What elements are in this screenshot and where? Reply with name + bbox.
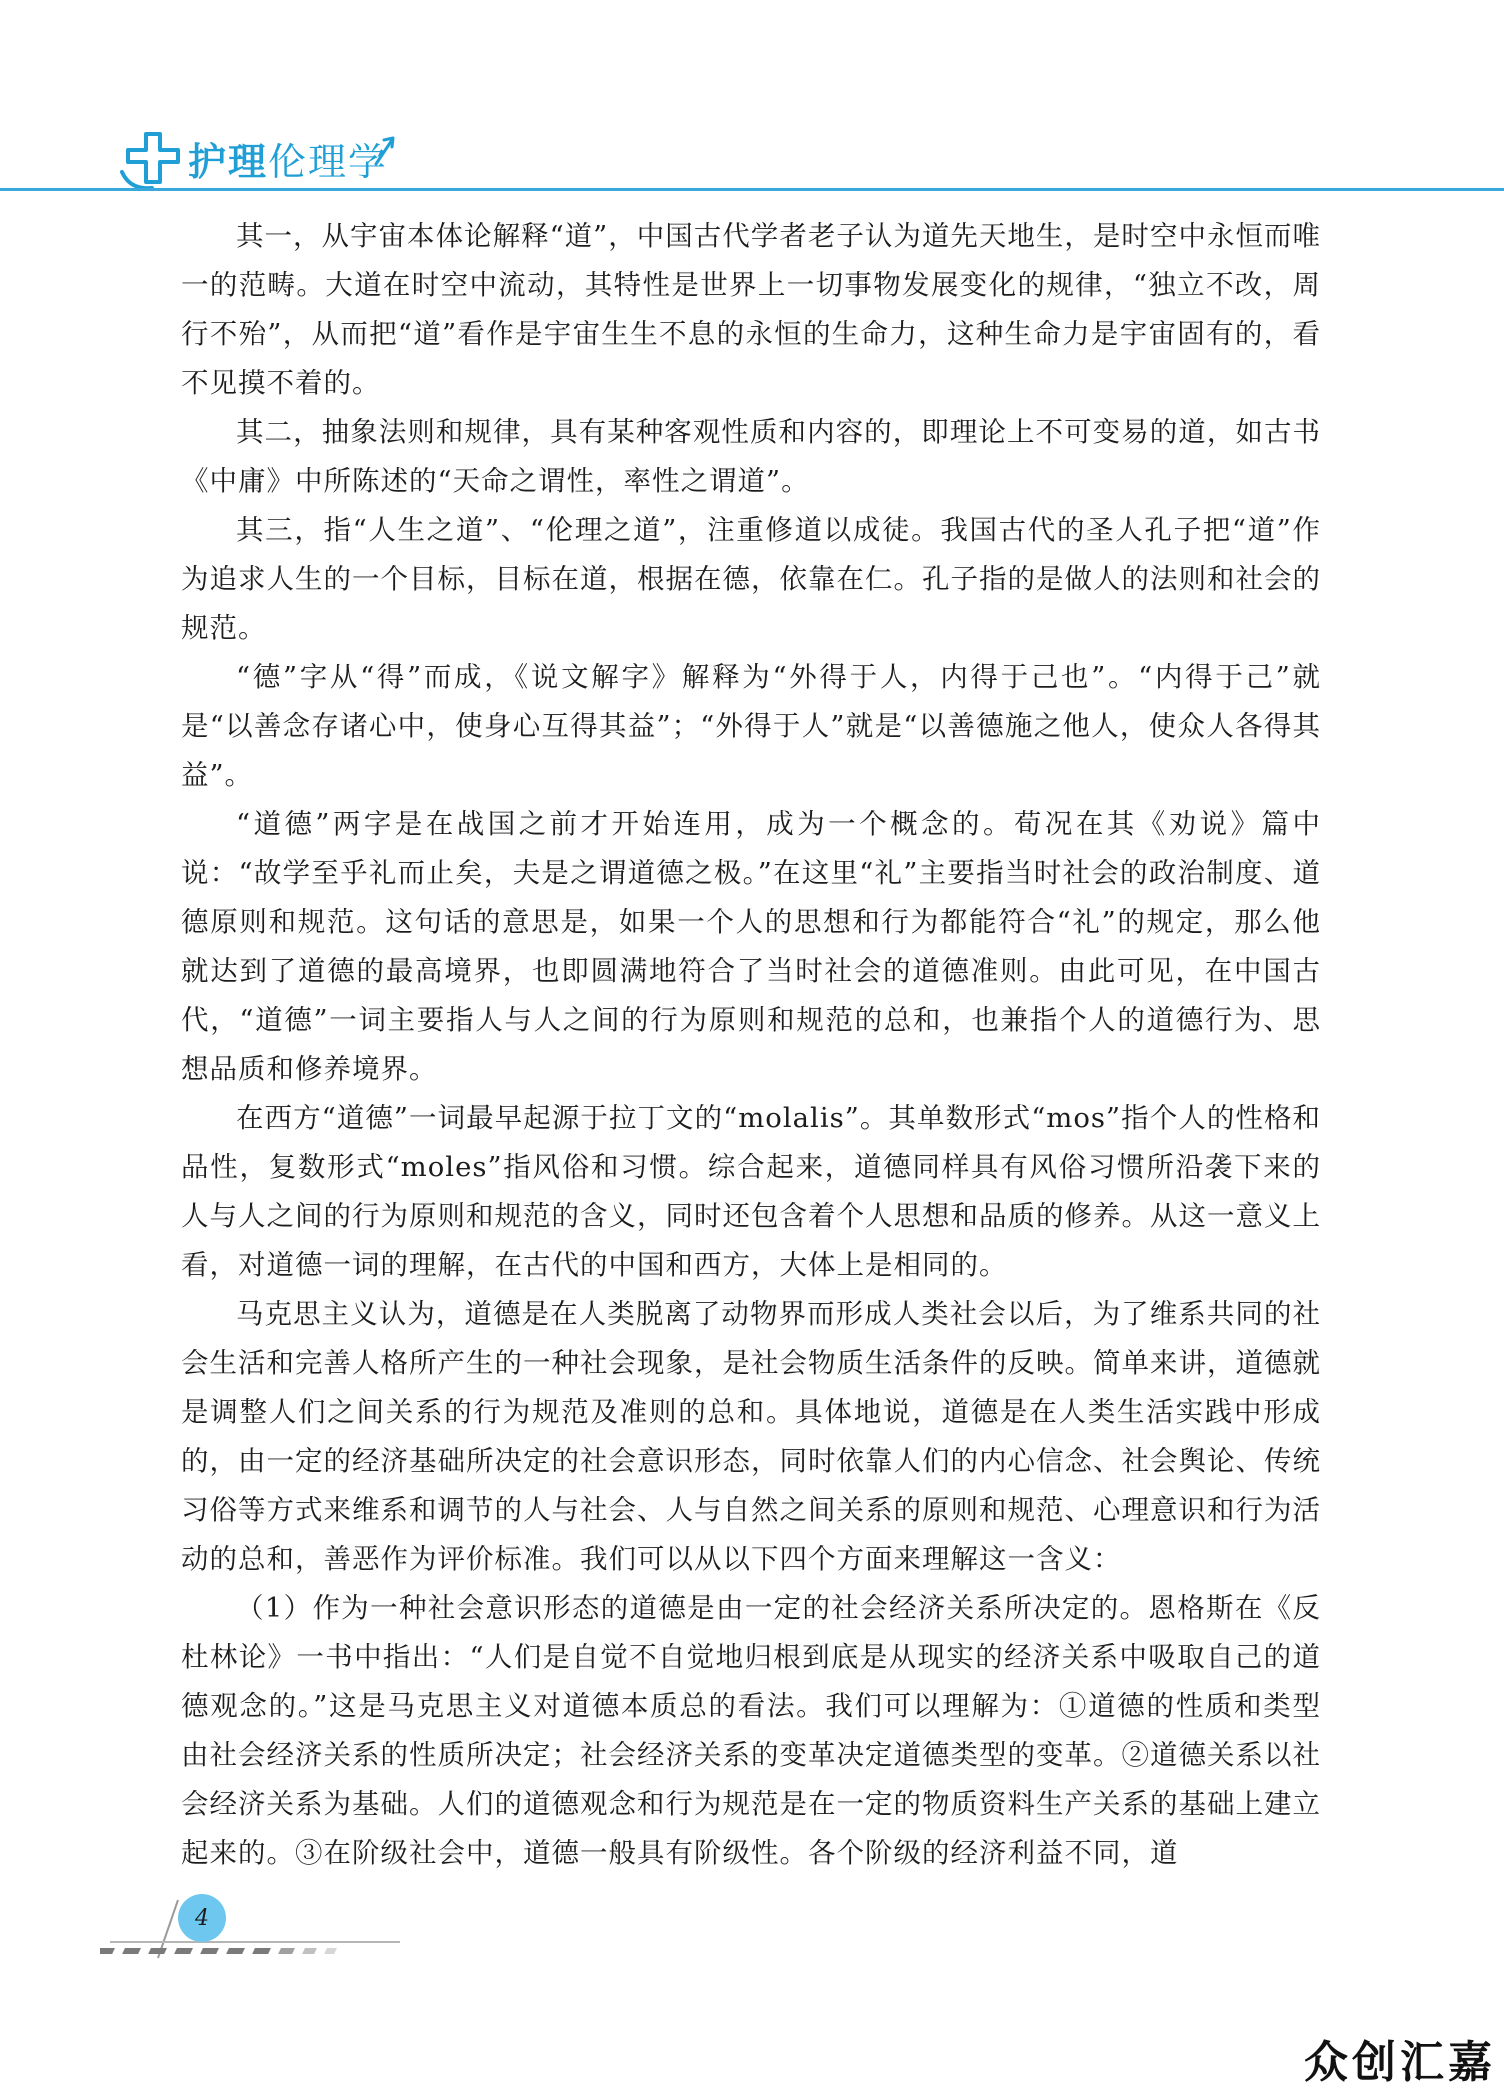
paragraph: （1）作为一种社会意识形态的道德是由一定的社会经济关系所决定的。恩格斯在《反杜林论》一书中指出：“人们是自觉不自觉地归根到底是从现实的经济关系中吸取自己的道德观念的。”这是马克思主义对道德本质总的看法。我们可以理解为：①道德的性质和类型由社会经济关系的性质所决定；社会经济关系的变革决定道德类型的变革。②道德关系以社会经济关系为基础。人们的道德观念和行为规范是在一定的物质资料生产关系的基础上建立起来的。③在阶级社会中，道德一般具有阶级性。各个阶级的经济利益不同，道 (181, 1592, 1321, 1869)
page-header (0, 128, 1504, 198)
body-text (181, 212, 1321, 1878)
paragraph: 在西方“道德”一词最早起源于拉丁文的“molalis”。其单数形式“mos”指个人的性格和品性，复数形式“moles”指风俗和习惯。综合起来，道德同样具有风俗习惯所沿袭下来的人与人之间的行为原则和规范的含义，同时还包含着个人思想和品质的修养。从这一意义上看，对道德一词的理解，在古代的中国和西方，大体上是相同的。 (181, 1102, 1321, 1281)
book-title (188, 140, 388, 184)
paragraph: “德”字从“得”而成，《说文解字》解释为“外得于人，内得于己也”。“内得于己”就是“以善念存诸心中，使身心互得其益”；“外得于人”就是“以善德施之他人，使众人各得其益”。 (181, 661, 1321, 791)
paragraph: 其二，抽象法则和规律，具有某种客观性质和内容的，即理论上不可变易的道，如古书《中庸》中所陈述的“天命之谓性，率性之谓道”。 (181, 416, 1321, 497)
paragraph: 马克思主义认为，道德是在人类脱离了动物界而形成人类社会以后，为了维系共同的社会生活和完善人格所产生的一种社会现象，是社会物质生活条件的反映。简单来讲，道德就是调整人们之间关系的行为规范及准则的总和。具体地说，道德是在人类生活实践中形成的，由一定的经济基础所决定的社会意识形态，同时依靠人们的内心信念、社会舆论、传统习俗等方式来维系和调节的人与社会、人与自然之间关系的原则和规范、心理意识和行为活动的总和，善恶作为评价标准。我们可以从以下四个方面来理解这一含义： (181, 1298, 1321, 1575)
nursing-cross-logo-icon (116, 128, 188, 192)
book-title-main: 护理 (188, 140, 269, 184)
footer-decoration (100, 1890, 420, 1962)
arrow-icon (372, 134, 398, 168)
book-title-sub: 伦理学 (268, 140, 389, 184)
paragraph: 其一，从宇宙本体论解释“道”，中国古代学者老子认为道先天地生，是时空中永恒而唯一的范畴。大道在时空中流动，其特性是世界上一切事物发展变化的规律，“独立不改，周行不殆”，从而把“道”看作是宇宙生生不息的永恒的生命力，这种生命力是宇宙固有的，看不见摸不着的。 (181, 220, 1321, 399)
watermark: 众创汇嘉 (1304, 2037, 1496, 2088)
header-divider (0, 188, 1504, 191)
paragraph: 其三，指“人生之道”、“伦理之道”，注重修道以成徒。我国古代的圣人孔子把“道”作为追求人生的一个目标，目标在道，根据在德，依靠在仁。孔子指的是做人的法则和社会的规范。 (181, 514, 1321, 644)
page-number: 4 (178, 1894, 226, 1942)
paragraph: “道德”两字是在战国之前才开始连用，成为一个概念的。荀况在其《劝说》篇中说：“故学至乎礼而止矣，夫是之谓道德之极。”在这里“礼”主要指当时社会的政治制度、道德原则和规范。这句话的意思是，如果一个人的思想和行为都能符合“礼”的规定，那么他就达到了道德的最高境界，也即圆满地符合了当时社会的道德准则。由此可见，在中国古代，“道德”一词主要指人与人之间的行为原则和规范的总和，也兼指个人的道德行为、思想品质和修养境界。 (181, 808, 1321, 1085)
